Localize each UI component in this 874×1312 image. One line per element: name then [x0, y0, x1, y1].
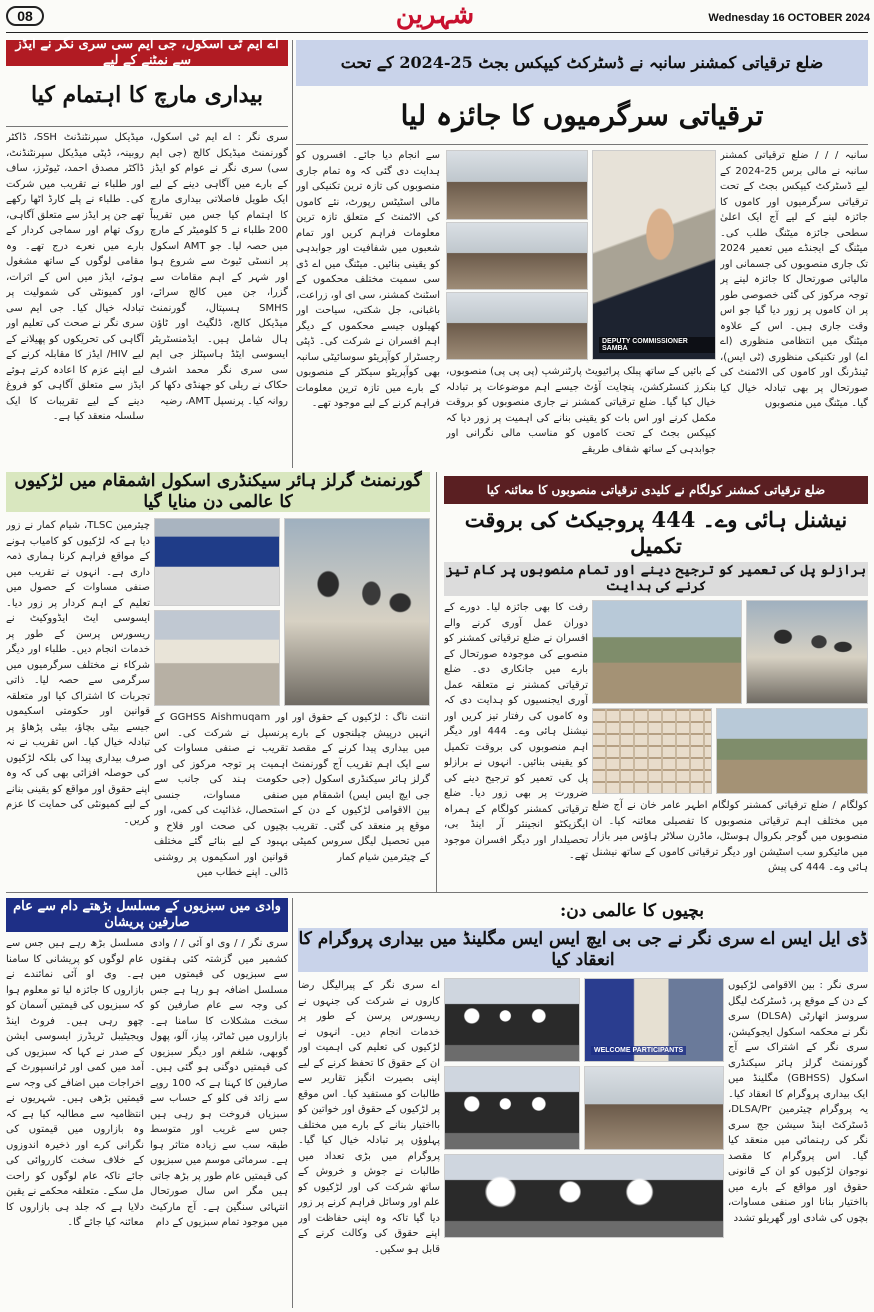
girls-day-col-3: چیئرمین TLSC، شیام کمار نے زور دیا ہے کہ لڑکیوں کو کامیاب ہونے کے مواقع فراہم کرنا ہماری ذمہ داری ہے۔ انہوں نے تقریب میں صنفی مساوات کے حصول میں تعلیم کے اہم کردار پر زور دیا۔ ایسوسی ایٹ ایڈووکیٹ نے ریسورس پرسن کے طور پر خدمات انجام دیں۔ طلباء اور دیگر شرکاء نے مختلف سرگرمیوں میں سرگرمی سے حصہ لیا۔ ذاتی تجربات کا اشتراک کیا اور متعلقہ قوانین اور حکومتی اسکیموں جیسے بیٹی بچاؤ، بیٹی پڑھاؤ پر تبادلہ خیال کیا۔ اس تقریب نے نہ صرف بیداری پیدا کی بلکہ لڑکیوں کی حوصلہ افزائی بھی کی کہ وہ اپنے حقوق اور مواقع کو یقینی بنانے کے لیے کمیونٹی کی حمایت کا عزم کریں۔	[6, 520, 150, 826]
main-col-1: سانبہ / / / ضلع ترقیاتی کمشنر سانبہ نے مالی برس 25-2024 کے لیے ڈسٹرکٹ کیپکس بجٹ کے تحت ترقیاتی سرگرمیوں اور کاموں کا جائزہ لینے کے لیے آج ایک اعلیٰ سطحی جائزہ میٹنگ طلب کی۔ میٹنگ کے ایجنڈے میں تعمیر 2024 تک جاری منصوبوں کی جسمانی اور مالیاتی صورتحال کا جائزہ لینے پر توجہ مرکوز کی گئی خصوصی طور پر ان کاموں پر زور دیا گیا جو اس وقت جاری ہیں۔ اس کے علاوہ میٹنگ میں انتظامی منظوری (اے اے) اور تکنیکی منظوری (ٹی ایس)، ٹینڈرنگ اور کاموں کی الاٹمنٹ کی صورتحال پر بھی تبادلہ خیال کیا گیا۔ میٹنگ میں منصوبوں	[720, 150, 868, 409]
dlsa-banner-text: WELCOME PARTICIPANTS	[591, 1046, 686, 1055]
dlsa-kicker: بچیوں کا عالمی دن:	[560, 901, 704, 922]
main-col-2: کے بائیں کے ساتھ پبلک پرائیویٹ پارٹنرشپ (پی پی پی) منصوبوں، بنکرز کنسٹرکشن، پنچایت آؤٹ جیسے اہم موضوعات پر تبادلہ خیال کیا گیا۔ ضلع ترقیاتی کمشنر نے جاری منصوبوں کو بروقت مکمل کرنے اور اس بات کو یقینی بنانے کی اہمیت پر زور دیا کہ کیپکس بجٹ کے تحت کاموں کو مناسب مالی نگرانی اور جوابدہی کے ساتھ شفاف طریقے	[446, 366, 716, 455]
highway-col-2: رفت کا بھی جائزہ لیا۔ دورے کے دوران عمل آوری کرنے والے افسران نے ضلع ترقیاتی کمشنر کو منصوبے کی موجودہ صورتحال کے بارے میں جانکاری دی۔ ضلع ترقیاتی کمشنر نے متعلقہ عمل آوری ایجنسیوں کو ہدایت دی کہ وہ کاموں کی رفتار تیز کریں اور نیشنل ہائی وے۔ 444 اور دیگر اہم منصوبوں کی بروقت تکمیل کو یقینی بنائیں۔ انہوں نے برازلو پل کی تعمیر کو ترجیح دینے کی ضرورت پر بھی زور دیا۔ ضلع ترقیاتی کمشنر کولگام کے ہمراہ ایگزیکٹو انجینئر آر اینڈ بی، تحصیلدار اور دیگر افسران موجود تھے۔	[444, 602, 588, 861]
column-divider-bottom	[292, 898, 293, 1308]
highway-col-1: کولگام / ضلع ترقیاتی کمشنر کولگام اطہر عامر خان نے آج ضلع میں مختلف اہم ترقیاتی منصوبوں کا تفصیلی معائنہ کیا۔ ان منصوبوں میں گوجر بکروال ہوسٹل، ماڈرن سلاٹر ہاؤس میر بازار میں مائیکرو سب اسٹیشن اور دیگر ترقیاتی کاموں کے ساتھ نیشنل ہائی وے۔ 444 کی پیش	[592, 800, 868, 873]
main-headline-rule	[296, 144, 868, 145]
highway-photo-2	[592, 600, 742, 704]
highway-photo-1	[746, 600, 868, 704]
dlsa-col-3-continued	[444, 1242, 724, 1306]
aids-col-1: سری نگر : اے ایم ٹی اسکول، گورنمنٹ میڈیکل کالج (جی ایم سی) سری نگر نے عوام کو ایڈز کے بارے میں آگاہی دینے کے لیے ایک طویل فاصلاتی بیداری مارچ کا اہتمام کیا جس میں تقریباً 200 طلباء نے 5 کلومیٹر کے مارچ میں حصہ لیا۔ جو AMT اسکول پر انسٹی ٹیوٹ سے شروع ہوا اور شہر کے اہم مقامات سے گزرا، جن میں کالج سرائے، SMHS ہسپتال، گورنمنٹ میڈیکل کالج، ڈلگیٹ اور ٹاؤن ہال شامل ہیں۔ ایڈمنسٹریٹر ایسوسی ایٹڈ ہاسپٹلز جی ایم سی سری نگر محمد اشرف حکاک نے ریلی کو جھنڈی دکھا کر روانہ کیا۔ پرنسپل AMT، رضیہ	[150, 132, 288, 407]
dlsa-col-1: سری نگر : بین الاقوامی لڑکیوں کے دن کے موقع پر، ڈسٹرکٹ لیگل سروسز اتھارٹی (DLSA) سری نگر نے محکمہ اسکول ایجوکیشن، سری نگر کے اشتراک سے آج گورنمنٹ گرلز ہائر سیکنڈری اسکول (GBHSS) مگلینڈ میں ایک بیداری پروگرام کا انعقاد کیا۔ یہ پروگرام چیئرمین DLSA/Pr، ڈسٹرکٹ اینڈ سیشن جج سری نگر کی رہنمائی میں منعقد کیا گیا۔ اس پروگرام کا مقصد نوجوان لڑکیوں کو ان کے قانونی حقوق اور مواقع کے بارے میں بااختیار بنانا اور صنفی مساوات، بچوں کی شادی اور گھریلو تشدد	[728, 980, 868, 1224]
masthead-rule	[6, 32, 868, 33]
dlsa-headline: ڈی ایل ایس اے سری نگر نے جی بی ایچ ایس ایس مگلینڈ میں بیداری پروگرام کا انعقاد کیا	[298, 928, 868, 970]
main-photo-bottom	[446, 292, 588, 360]
main-headline: ترقیاتی سرگرمیوں کا جائزہ لیا	[400, 98, 764, 132]
dlsa-photo-podium	[584, 1066, 724, 1150]
main-photo-large	[592, 150, 716, 360]
girls-day-headline: گورنمنٹ گرلز ہائر سیکنڈری اسکول اشمقام میں لڑکیوں کا عالمی دن منایا گیا	[6, 472, 430, 512]
column-divider-middle	[436, 472, 437, 892]
dateline: Wednesday 16 OCTOBER 2024	[708, 12, 870, 24]
main-photo-top	[446, 150, 588, 220]
girls-day-photo-rally-1	[154, 610, 280, 706]
highway-photo-building	[592, 708, 712, 794]
main-photo-mid	[446, 222, 588, 290]
vegetables-headline: وادی میں سبزیوں کے مسلسل بڑھتے دام سے عام صارفین پریشان	[6, 898, 288, 932]
girls-day-col-1: اننت ناگ : لڑکیوں کے حقوق اور انہیں درپیش چیلنجوں کے بارے میں بیداری پیدا کرنے کے مقصد سے ایک اہم تقریب آج گورنمنٹ گرلز ہائر سیکنڈری اسکول (جی جی ایچ ایس ایس) اشمقام میں بین الاقوامی لڑکیوں کے دن کے موقع پر منعقد کی گئی۔ تقریب میں تحصیل لیگل سروس کمیٹی کے چیئرمین شیام کمار	[292, 712, 430, 863]
dlsa-photo-hall	[444, 1066, 580, 1150]
page-number: 08	[6, 6, 44, 26]
aids-headline: بیداری مارچ کا اہتمام کیا	[31, 82, 263, 109]
newspaper-logo: شہرین	[395, 0, 475, 30]
aids-headline-rule	[6, 126, 288, 127]
aids-kicker: اے ایم ٹی اسکول، جی ایم سی سری نگر نے ایڈز سے نمٹنے کے لیے	[6, 40, 288, 66]
highway-kicker: ضلع ترقیاتی کمشنر کولگام نے کلیدی ترقیاتی منصوبوں کا معائنہ کیا	[444, 476, 868, 504]
dlsa-col-2: اے سری نگر کے پیرالیگل رضا کاروں نے شرکت کی جنہوں نے ریسورس پرسن کے طور پر خدمات انجام دیں۔ انہوں نے لڑکیوں کی تعلیم کی اہمیت اور ان کے حقوق کا تحفظ کرنے کے لیے اپنی بصیرت انگیز تقاریر سے طالبات کو مستفید کیا۔ اس موقع پر لڑکیوں کے حقوق اور خواتین کو بااختیار بنانے کے بارے میں مختلف پہلوؤں پر تبادلہ خیال کیا گیا۔ پروگرام میں بڑی تعداد میں طالبات نے جوش و خروش کے ساتھ شرکت کی اور لڑکیوں کو علم اور وسائل فراہم کرنے پر زور دیا گیا تاکہ وہ اپنی حفاظت اور اپنے حقوق کی وکالت کرنے کے قابل ہو سکیں۔	[298, 980, 440, 1255]
main-kicker: ضلع ترقیاتی کمشنر سانبہ نے ڈسٹرکٹ کیپکس بجٹ 25-2024 کے تحت	[296, 40, 868, 86]
vegetables-col-1: سری نگر / / وی او آئی / / وادی کشمیر میں گزشتہ کئی ہفتوں سے سبزیوں کی قیمتوں میں مسلسل اضافہ ہو رہا ہے جس کی وجہ سے عام صارفین کو سخت مشکلات کا سامنا ہے۔ بازاروں میں ٹماٹر، پیاز، آلو، پھول گوبھی، شلغم اور دیگر سبزیوں کی قیمتیں دوگنی ہو گئی ہیں۔ صارفین کا کہنا ہے کہ 100 روپے سے زائد فی کلو کے حساب سے سبزیاں فروخت ہو رہی ہیں جس سے غریب اور متوسط طبقہ سب سے زیادہ متاثر ہوا ہے۔ سرمائی موسم میں سبزیوں کی قیمتیں عام طور پر بڑھ جاتی ہیں مگر اس سال صورتحال انتہائی سنگین ہے۔ آج مارکیٹ میں موجود تمام سبزیوں کے دام	[150, 938, 288, 1228]
section-divider-lower	[6, 892, 868, 893]
dlsa-photo-group	[444, 978, 580, 1062]
dlsa-photo-audience	[444, 1154, 724, 1238]
highway-headline: نیشنل ہائی وے۔ 444 پروجیکٹ کی بروقت تکمیل	[464, 506, 848, 558]
girls-day-photo-banner	[154, 518, 280, 606]
main-col-3: سے انجام دیا جائے۔ افسروں کو ہدایت دی گئی کہ وہ تمام جاری منصوبوں کی تازہ ترین تکنیکی اور مالی اسٹیٹس رپورٹ، نئے کاموں کی الاٹمنٹ کے متعلق تازہ ترین معلومات فراہم کریں اور تمام شعبوں میں شفافیت اور جوابدہی کو یقینی بنائیں۔ میٹنگ میں اے ڈی سی سمیت مختلف محکموں کے اسٹنٹ کمشنر، سی ای او، زراعت، باغبانی، جل شکتی، سیاحت اور کھیلوں جیسے محکموں کے دیگر اہم افسران نے شرکت کی۔ ڈپٹی رجسٹرار کوآپریٹو سوسائیٹی سانبہ بھی کوآپریٹو سیکٹر کے منصوبوں کے بارے میں تازہ ترین معلومات فراہم کرنے کے لیے موجود تھے۔	[296, 150, 440, 409]
girls-day-photo-rally-2	[284, 518, 430, 706]
highway-photo-3	[716, 708, 868, 794]
dlsa-photo-stage	[584, 978, 724, 1062]
vegetables-col-2: مسلسل بڑھ رہے ہیں جس سے عام لوگوں کو پریشانی کا سامنا ہے۔ وی او آئی نمائندے نے بازاروں کا جائزہ لیا تو معلوم ہوا کہ سبزیوں کی قیمتیں آسمان کو چھو رہی ہیں۔ فروٹ اینڈ ویجیٹیبل ٹریڈرز ایسوسی ایشن کے صدر نے کہا کہ سبزیوں کی آمد میں کمی اور ٹرانسپورٹ کے اخراجات میں اضافے کی وجہ سے قیمتیں بڑھی ہیں۔ شہریوں نے انتظامیہ سے مطالبہ کیا ہے کہ وہ بازاروں میں قیمتوں کی نگرانی کرے اور ذخیرہ اندوزوں کے خلاف سخت کارروائی کی جائے تاکہ عام لوگوں کو راحت مل سکے۔ متعلقہ محکمے نے یقین دلایا ہے کہ جلد ہی بازاروں کا معائنہ کیا جائے گا۔	[6, 938, 144, 1228]
aids-col-2: میڈیکل سپرنٹنڈنٹ SSH، ڈاکٹر روبینہ، ڈپٹی میڈیکل سپرنٹنڈنٹ، ڈاکٹر مصدق احمد، ٹیوٹرز، ساف اور طلباء نے تقریب میں شرکت کی۔ طلباء نے پلے کارڈ اٹھا رکھے تھے جن پر ایڈز سے متعلق آگاہی، روک تھام اور سماجی کردار کے بارے میں نعرے درج تھے۔ وہ مقامی لوگوں کے ساتھ مشغول ہوئے، ایڈز میں اس کے اثرات، اور کمیونٹی کی شمولیت پر تبادلہ خیال کیا۔ جی ایم سی سری نگر نے صحت کی تعلیم اور آگاہی کی تحریکوں کو پھیلانے کے لیے HIV/ ایڈز کا مقابلہ کرنے کے لیے اپنے عزم کا اعادہ کرتے ہوئے ایڈز سے متعلق آگاہی کو فروغ دینے کے لیے تقریبات کا ایک سلسلہ منعقد کیا ہے۔	[6, 132, 144, 422]
column-divider-top	[292, 40, 293, 468]
main-photo-caption: DEPUTY COMMISSIONER SAMBA	[599, 337, 715, 353]
girls-day-col-2: اور GGHSS Aishmuqam کے پرنسپل نے شرکت کی۔ اس تقریب نے صنفی مساوات کی اہمیت پر توجہ مرکوز کی اور حکومت ہند کی جانب سے صنفی مساوات، جنسی استحصال، غذائیت کی کمی، اور بچیوں کی صحت اور فلاح و بہبود کے لیے بنائے گئے مختلف قوانین اور اسکیموں پر روشنی ڈالی۔ اپنے خطاب میں	[154, 712, 288, 878]
highway-subhead: برازلو پل کی تعمیر کو ترجیح دینے اور تمام منصوبوں پر کام تیز کرنے کی ہدایت	[444, 562, 868, 596]
